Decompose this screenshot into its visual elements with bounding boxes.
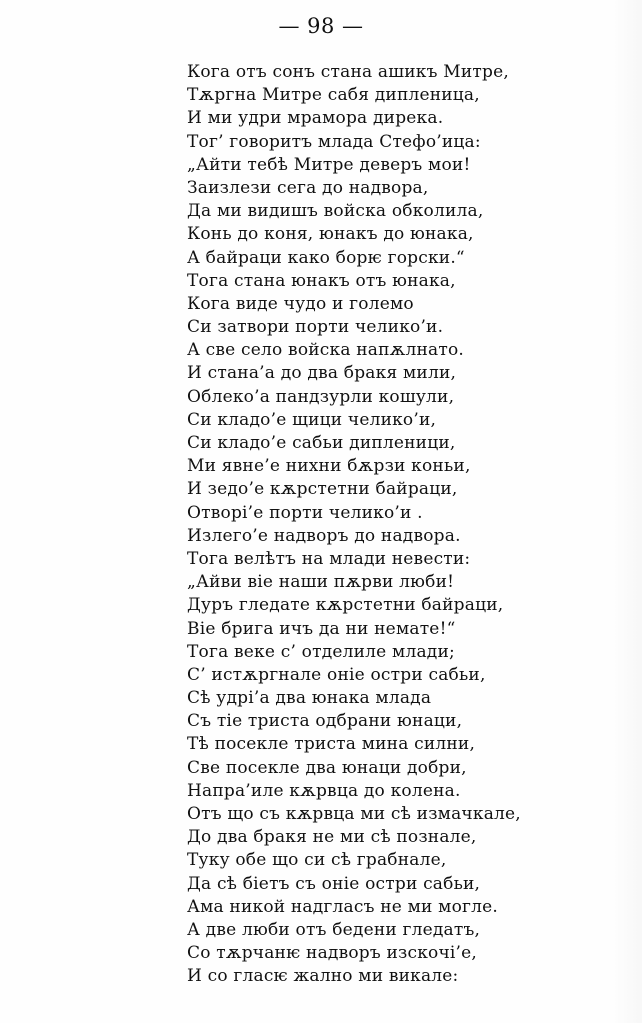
poem-line: А две люби отъ бедени гледатъ,	[187, 919, 481, 940]
poem-line: Излего’е надворъ до надвора.	[187, 525, 461, 546]
poem-line: Тога стана юнакъ отъ юнака,	[187, 270, 456, 291]
poem-line: Си кладо’е сабьи дипленици,	[187, 433, 456, 453]
poem-line: А байраци како борѥ горски.“	[187, 247, 465, 268]
poem-line: И со гласѥ жално ми викале:	[187, 966, 459, 987]
poem-line: „Айти тебѣ Митре деверъ мои!	[187, 154, 471, 175]
poem-line: Сѣ удрі’а два юнака млада	[187, 688, 432, 709]
poem-line: Туку обе що си сѣ грабнале,	[187, 850, 447, 871]
poem-line: Тога велѣтъ на млади невести:	[187, 548, 471, 569]
poem-line: И зедо’е кѫрстетни байраци,	[187, 479, 458, 500]
poem-line: Тога веке с’ отделиле млади;	[187, 641, 455, 662]
poem-line: Тѫргна Митре сабя дипленица,	[187, 85, 480, 106]
poem-line: Съ тіе триста одбрани юнаци,	[187, 711, 463, 732]
poem-line: Кога отъ сонъ стана ашикъ Митре,	[187, 62, 509, 82]
poem-line: Віе брига ичъ да ни немате!“	[187, 618, 456, 639]
poem-line: Да сѣ біетъ съ оніе остри сабьи,	[187, 873, 481, 894]
poem-line: Ама никой надгласъ не ми могле.	[187, 896, 498, 917]
poem-line: И ми удри мрамора дирека.	[187, 108, 444, 129]
poem-line: Си затвори порти челико’и.	[187, 317, 444, 338]
page-number: — 98 —	[278, 14, 364, 38]
poem-line: А све село войска напѫлнато.	[187, 340, 465, 361]
poem-line: И стана’а до два бракя мили,	[187, 363, 457, 384]
poem-text	[187, 61, 607, 989]
poem-line: Заизлези сега до надвора,	[187, 177, 429, 198]
poem-line: Дуръ гледате кѫрстетни байраци,	[187, 595, 504, 616]
poem-line: Отворі’е порти челико’и .	[187, 502, 423, 523]
poem-line: Кога виде чудо и големо	[187, 293, 414, 314]
poem-line: Тѣ посекле триста мина силни,	[187, 734, 476, 755]
poem-line: До два бракя не ми сѣ познале,	[187, 827, 477, 848]
poem-line: С’ истѫргнале оніе остри сабьи,	[187, 664, 486, 685]
poem-line: „Айви віе наши пѫрви люби!	[187, 572, 455, 593]
page-edge-shadow	[612, 0, 642, 1023]
poem-line: Напра’иле кѫрвца до колена.	[187, 780, 461, 801]
poem-line: Си кладо’е щици челико’и,	[187, 409, 437, 430]
poem-line: Облеко’а пандзурли кошули,	[187, 386, 455, 407]
poem-line: Ми явне’е нихни бѫрзи коньи,	[187, 456, 471, 477]
poem-line: Да ми видишъ войска обколила,	[187, 201, 484, 222]
poem-line: Отъ що съ кѫрвца ми сѣ измачкале,	[187, 804, 521, 824]
poem-line: Све посекле два юнаци добри,	[187, 757, 467, 778]
poem-line: Со тѫрчанѥ надворъ изскочі’е,	[187, 943, 478, 964]
poem-line: Конь до коня, юнакъ до юнака,	[187, 224, 474, 245]
poem-line: Тог’ говоритъ млада Стефо’ица:	[187, 131, 481, 152]
